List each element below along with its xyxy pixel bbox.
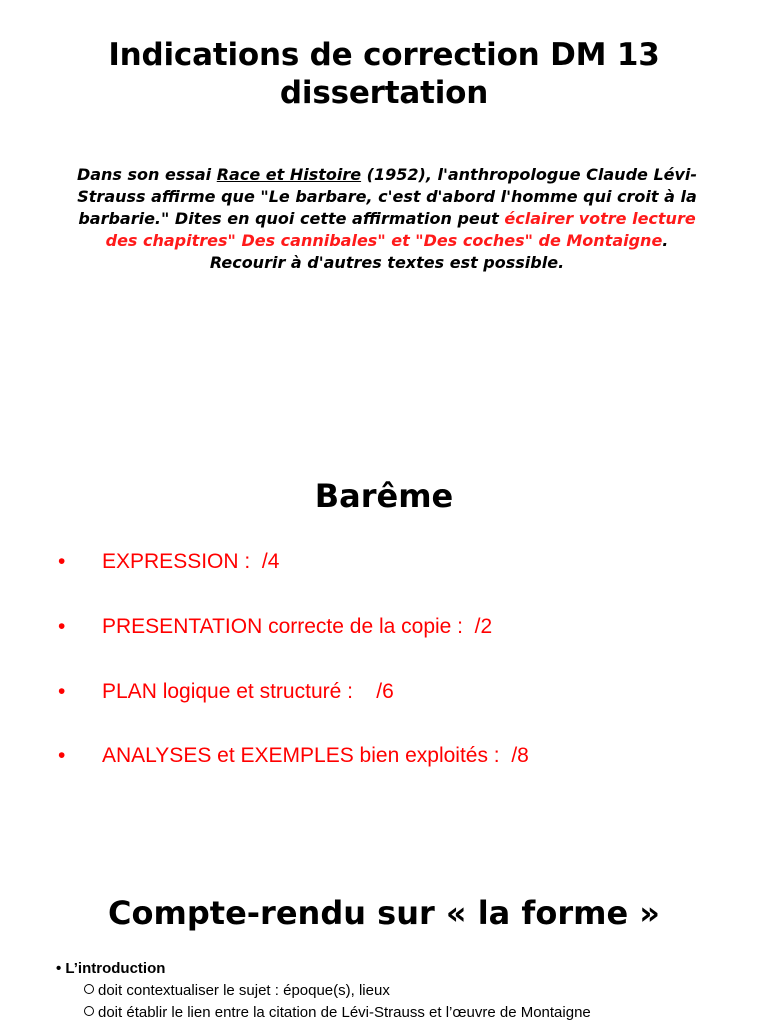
list-item: [56, 980, 756, 1002]
bareme-heading: Barême: [314, 477, 454, 515]
bullet: •: [58, 680, 66, 703]
title-line-1: Indications de correction DM 13: [108, 37, 660, 73]
circle-bullet-icon: [84, 984, 94, 994]
bullet: •: [58, 744, 66, 767]
essay-prompt: [72, 164, 702, 274]
prompt-part-3: . Recourir à d'autres textes est possible.: [209, 231, 669, 272]
list-item-text: doit contextualiser le sujet : époque(s), lieux: [98, 982, 390, 999]
page-title: [40, 36, 728, 112]
circle-bullet-icon: [84, 1006, 94, 1016]
criterion-label: ANALYSES et EXEMPLES bien exploités : /8: [102, 744, 529, 767]
prompt-work-title: Race et Histoire: [216, 165, 362, 184]
prompt-highlight: éclairer votre lecture des chapitres" Des cannibales" et "Des coches" de Montaigne: [105, 209, 696, 250]
criterion-label: EXPRESSION : /4: [102, 550, 280, 573]
forme-list: [56, 958, 756, 1024]
criterion-presentation: [0, 612, 768, 642]
prompt-part-2: (1952), l'anthropologue Claude Lévi-Strauss affirme que "Le barbare, c'est d'abord l'homme qui croit à la barbarie." Dites en quoi cette affirmation peut: [77, 165, 698, 228]
criterion-analyses: [0, 741, 768, 771]
bullet: •: [58, 615, 66, 638]
section-introduction: • L’introduction: [56, 960, 166, 977]
prompt-part-1: Dans son essai: [76, 165, 217, 184]
bullet: •: [58, 550, 66, 573]
list-item: [56, 1002, 756, 1024]
title-line-2: dissertation: [279, 75, 489, 111]
criterion-label: PLAN logique et structuré : /6: [102, 680, 394, 703]
criterion-plan: [0, 677, 768, 707]
forme-heading: Compte-rendu sur « la forme »: [108, 894, 660, 932]
criterion-expression: [0, 547, 768, 577]
criterion-label: PRESENTATION correcte de la copie : /2: [102, 615, 493, 638]
list-item-text: doit établir le lien entre la citation de Lévi-Strauss et l’œuvre de Montaigne: [98, 1004, 591, 1021]
